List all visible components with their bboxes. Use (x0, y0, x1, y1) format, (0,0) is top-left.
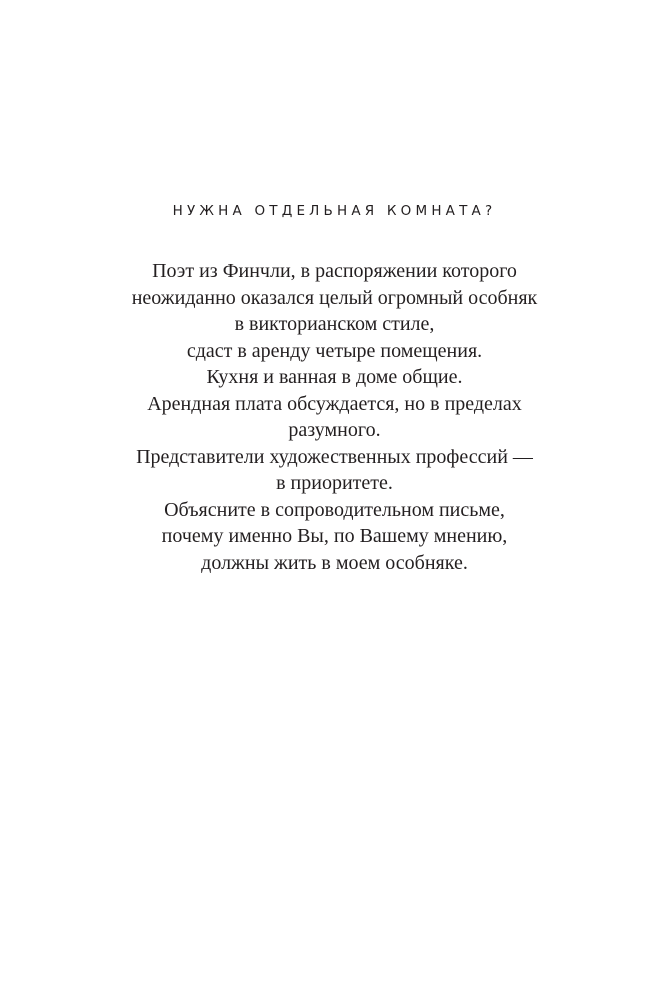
body-line: почему именно Вы, по Вашему мнению, (161, 525, 508, 547)
advertisement-heading: НУЖНА ОТДЕЛЬНАЯ КОМНАТА? (172, 203, 497, 219)
body-line: Представители художественных профессий — (136, 445, 533, 468)
body-line: Объясните в сопроводительном письме, (164, 498, 505, 521)
body-line: должны жить в моем особняке. (201, 551, 468, 574)
body-line: Арендная плата обсуждается, но в пределах (147, 392, 522, 415)
body-line: в приоритете. (276, 472, 393, 494)
body-line: сдаст в аренду четыре помещения. (186, 339, 483, 362)
body-line: неожиданно оказался целый огромный особняк (131, 286, 538, 309)
body-line: Поэт из Финчли, в распоряжении которого (152, 260, 517, 282)
body-line: разумного. (288, 419, 381, 441)
body-line: Кухня и ванная в доме общие. (206, 366, 463, 388)
body-line: в викторианском стиле, (234, 313, 435, 335)
advertisement-body (0, 258, 669, 576)
